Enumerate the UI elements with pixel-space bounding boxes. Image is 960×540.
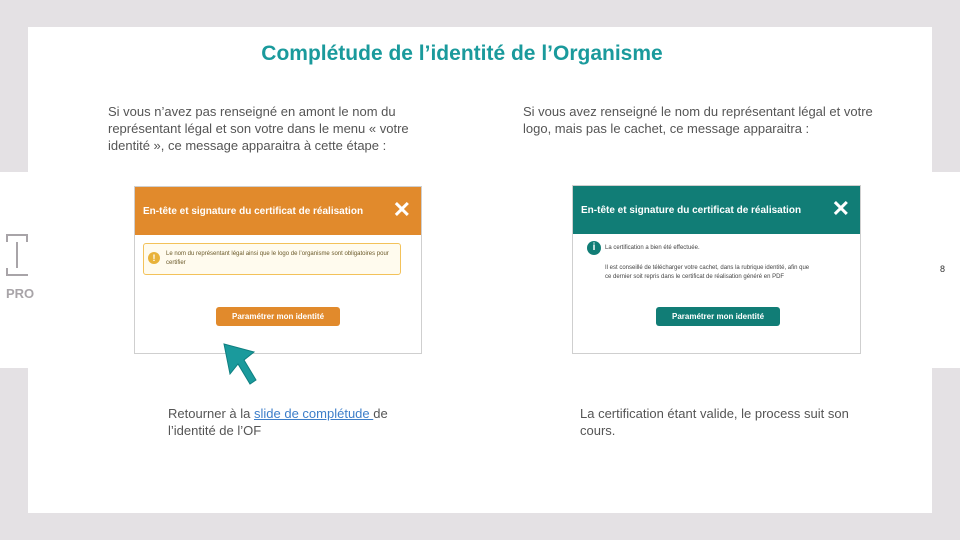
dialog-certification-done bbox=[572, 185, 861, 354]
right-caption: La certification étant valide, le process suit son cours. bbox=[580, 406, 849, 438]
completude-slide-link[interactable]: slide de complétude bbox=[254, 406, 374, 421]
left-caption bbox=[168, 405, 413, 439]
close-icon[interactable]: ✕ bbox=[831, 196, 850, 221]
page-number: 8 bbox=[940, 264, 946, 274]
frame-right-upper bbox=[932, 0, 960, 172]
configure-identity-button[interactable]: Paramétrer mon identité bbox=[656, 307, 780, 326]
warning-alert bbox=[143, 243, 401, 275]
configure-identity-button[interactable]: Paramétrer mon identité bbox=[216, 307, 340, 326]
brand-logo-text: PRO bbox=[6, 286, 35, 301]
info-icon: i bbox=[587, 241, 601, 255]
info-line-2: ce dernier soit repris dans le certificat de réalisation généré en PDF bbox=[605, 274, 785, 280]
right-intro-text: Si vous avez renseigné le nom du représentant légal et votre logo, mais pas le cachet, ce message apparaitra : bbox=[523, 104, 873, 136]
frame-left-upper bbox=[0, 0, 28, 172]
frame-bottom bbox=[0, 513, 960, 540]
dialog-title: En-tête et signature du certificat de réalisation bbox=[143, 206, 364, 217]
left-caption-suffix: de l’identité de l’OF bbox=[168, 406, 388, 438]
warning-text: Le nom du représentant légal ainsi que le logo de l’organisme sont obligatoires pour certifier bbox=[166, 251, 389, 266]
warning-icon: ! bbox=[148, 252, 160, 264]
close-icon[interactable]: ✕ bbox=[392, 197, 411, 222]
dialog-header bbox=[135, 187, 421, 235]
info-heading: La certification a bien été effectuée. bbox=[605, 245, 700, 251]
frame-top bbox=[0, 0, 960, 27]
dialog-missing-identity bbox=[134, 186, 422, 354]
slide-title: Complétude de l’identité de l’Organisme bbox=[261, 42, 663, 65]
dialog-header bbox=[573, 186, 860, 234]
dialog-title: En-tête et signature du certificat de réalisation bbox=[581, 205, 802, 216]
left-caption-prefix: Retourner à la bbox=[168, 406, 254, 421]
info-line-1: Il est conseillé de télécharger votre cachet, dans la rubrique identité, afin que bbox=[605, 265, 810, 271]
left-intro-text: Si vous n’avez pas renseigné en amont le nom du représentant légal et son votre dans le menu « votre identité », ce message apparaitra à cette étape : bbox=[108, 104, 409, 153]
mouse-cursor-icon bbox=[220, 340, 260, 388]
